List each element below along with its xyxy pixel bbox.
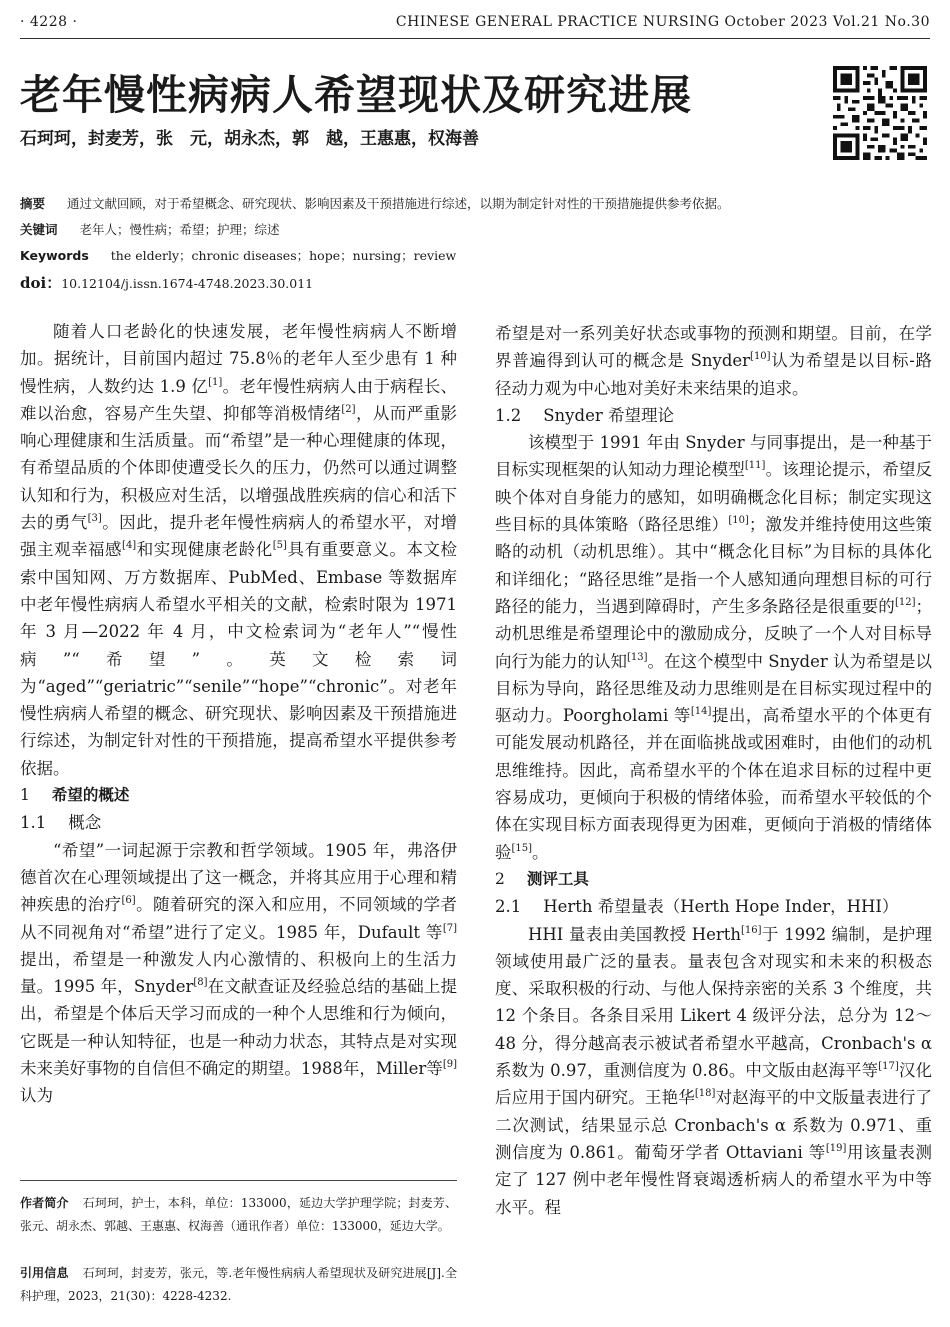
citation-ref: [16]: [741, 924, 762, 936]
citation-info-label: 引用信息: [20, 1266, 69, 1280]
citation-ref: [12]: [894, 596, 916, 608]
citation-ref: [15]: [511, 842, 533, 854]
left-column: [20, 318, 457, 1110]
doi-label: doi：: [20, 274, 62, 292]
citation-ref: [6]: [121, 895, 136, 907]
author-note-text: 石珂珂，护士，本科，单位：133000，延边大学护理学院；封麦芳、张元、胡永杰、郭越、王惠惠、权海善（通讯作者）单位：133000，延边大学。: [20, 1196, 457, 1233]
section-heading-1-1: 1.1 概念: [20, 813, 102, 833]
paragraph-concept: “希望”一词起源于宗教和哲学领域。1905 年，弗洛伊德首次在心理领域提出了这一概念，并将其应用于心理和精神疾患的治疗[6]。随着研究的深入和应用，不同领域的学者从不同视角对“希望”进行了定义。1985 年，Dufault 等[7]提出，希望是一种激发人内心激情的、积极向上的生活力量。1995 年，Snyder[8]在文献查证及经验总结的基础上提出，希望是个体后天学习而成的一种个人思维和行为倾向，它既是一种认知特征，也是一种动力状态，其特点是对实现未来美好事物的自信但不确定的期望。1988年，Miller等[9]认为: [20, 840, 458, 1106]
running-header: [20, 14, 930, 34]
author-list: 石珂珂，封麦芳，张 元，胡永杰，郭 越，王惠惠，权海善: [20, 129, 479, 149]
header-rule: [20, 38, 930, 39]
citation-ref: [2]: [341, 403, 356, 415]
citation-ref: [19]: [825, 1142, 847, 1154]
citation-ref: [17]: [878, 1061, 899, 1073]
citation-ref: [10]: [750, 351, 771, 363]
paragraph-intro: 随着人口老龄化的快速发展，老年慢性病病人不断增加。据统计，目前国内超过 75.8％的老年人至少患有 1 种慢性病，人数约达 1.9 亿[1]。老年慢性病病人由于病程长、难以治愈，容易产生失望、抑郁等消极情绪[2]，从而严重影响心理健康和生活质量。而“希望”是一种心理健康的体现，有希望品质的个体即使遭受长久的压力，仍然可以通过调整认知和行为，积极应对生活，以增强战胜疾病的信心和活下去的勇气[3]。因此，提升老年慢性病病人的希望水平，对增强主观幸福感[4]和实现健康老龄化[5]具有重要意义。本文检索中国知网、万方数据库、PubMed、Embase 等数据库中老年慢性病病人希望水平相关的文献，检索时限为 1971 年 3 月—2022 年 4 月，中文检索词为“老年人”“慢性病”“希望”。英文检索词为“aged”“geriatric”“senile”“hope”“chronic”。对老年慢性病病人希望的概念、研究现状、影响因素及干预措施进行综述，为制定针对性的干预措施，提高希望水平提供参考依据。: [20, 322, 458, 778]
citation-ref: [9]: [442, 1059, 457, 1071]
keywords-cn-label: 关键词: [20, 222, 58, 237]
journal-name: CHINESE GENERAL PRACTICE NURSING October 2023 Vol.21 No.30: [395, 14, 930, 30]
citation-ref: [10]: [728, 515, 749, 527]
citation-ref: [8]: [193, 977, 208, 989]
section-heading-1: 1 希望的概述: [20, 786, 130, 805]
paragraph-snyder: 该模型于 1991 年由 Snyder 与同事提出，是一种基于目标实现框架的认知动力理论模型[11]。该理论提示，希望反映个体对自身能力的感知，如明确概念化目标；制定实现这些目标的具体策略（路径思维）[10]；激发并维持使用这些策略的动机（动机思维）。其中“概念化目标”为目标的具体化和详细化；“路径思维”是指一个人感知通向理想目标的可行路径的能力，当遇到障碍时，产生多条路径是很重要的[12]；动机思维是希望理论中的激励成分，反映了一个人对目标导向行为能力的认知[13]。在这个模型中 Snyder 认为希望是以目标为导向，路径思维及动力思维则是在目标实现过程中的驱动力。Poorgholami 等[14]提出，高希望水平的个体更有可能发展动机路径，并在面临挑战或困难时，由他们的动机思维维持。因此，高希望水平的个体在追求目标的过程中更容易成功，更倾向于积极的情绪体验，而希望水平较低的个体在实现目标方面表现得更为困难，更倾向于消极的情绪体验[15]。: [495, 433, 933, 862]
paragraph-hhi: HHI 量表由美国教授 Herth[16]于 1992 编制，是护理领域使用最广泛的量表。量表包含对现实和未来的积极态度、采取积极的行动、与他人保持亲密的关系 3 个维度，共 12 个条目。各条目采用 Likert 4 级评分法，总分为 12～48 分，得分越高表示被试者希望水平越高，Cronbach's α 系数为 0.97，重测信度为 0.86。中文版由赵海平等[17]汉化后应用于国内研究。王艳华[18]对赵海平的中文版量表进行了二次测试，结果显示总 Cronbach's α 系数为 0.971、重测信度为 0.861。葡萄牙学者 Ottaviani 等[19]用该量表测定了 127 例中老年慢性肾衰竭透析病人的希望水平为中等水平。程: [495, 924, 933, 1217]
citation-ref: [7]: [442, 922, 457, 934]
citation-ref: [11]: [744, 460, 766, 472]
abstract-text: 通过文献回顾，对于希望概念、研究现状、影响因素及干预措施进行综述，以期为制定针对性的干预措施提供参考依据。: [67, 196, 730, 211]
citation-ref: [1]: [208, 376, 223, 388]
keywords-en: [20, 246, 930, 264]
abstract: [20, 194, 930, 212]
keywords-cn: [20, 220, 930, 238]
keywords-cn-text: 老年人；慢性病；希望；护理；综述: [79, 222, 280, 237]
citation-info: [20, 1262, 457, 1308]
paragraph-concept-cont: 希望是对一系列美好状态或事物的预测和期望。目前，在学界普遍得到认可的概念是 Snyder[10]认为希望是以目标-路径动力观为中心地对美好未来结果的追求。: [495, 324, 933, 398]
page-number: · 4228 ·: [20, 14, 78, 30]
doi: [20, 272, 930, 293]
right-column: [495, 320, 932, 1221]
citation-ref: [4]: [122, 540, 137, 552]
abstract-label: 摘要: [20, 196, 46, 211]
citation-ref: [18]: [694, 1088, 716, 1100]
keywords-en-label: Keywords: [20, 248, 89, 263]
keywords-en-text: the elderly；chronic diseases；hope；nursing；review: [110, 248, 457, 263]
citation-ref: [13]: [627, 651, 648, 663]
author-note: [20, 1192, 457, 1238]
article-title: 老年慢性病病人希望现状及研究进展: [20, 71, 692, 119]
doi-text: 10.12104/j.issn.1674-4748.2023.30.011: [61, 276, 314, 291]
citation-ref: [14]: [690, 706, 712, 718]
citation-info-text: 石珂珂，封麦芳，张元，等.老年慢性病病人希望现状及研究进展[J].全科护理，2023，21(30)：4228-4232.: [20, 1266, 457, 1303]
author-note-label: 作者简介: [20, 1196, 69, 1210]
citation-ref: [5]: [272, 540, 287, 552]
footnote-rule: [20, 1180, 457, 1181]
citation-ref: [3]: [87, 513, 102, 525]
section-heading-2-1: 2.1 Herth 希望量表（Herth Hope Inder，HHI）: [495, 897, 899, 917]
section-heading-1-2: 1.2 Snyder 希望理论: [495, 405, 674, 425]
section-heading-2: 2 测评工具: [495, 869, 589, 888]
qr-code-icon: [832, 66, 928, 160]
